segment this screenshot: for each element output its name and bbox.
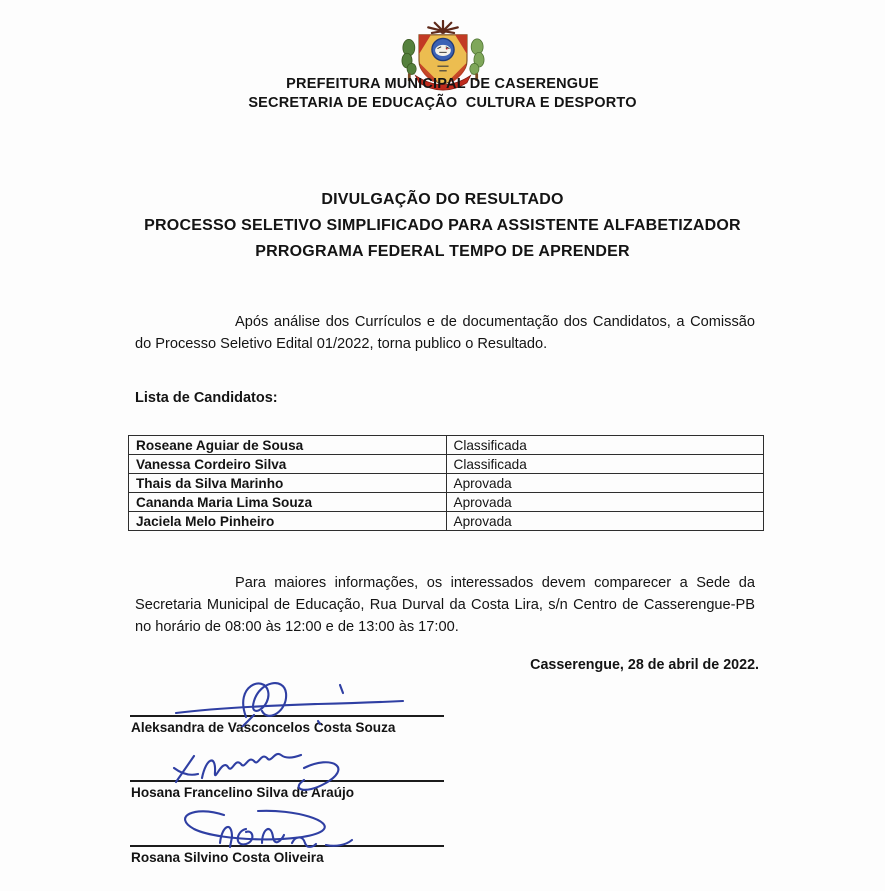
table-row xyxy=(129,436,764,455)
signature-ink-icon xyxy=(168,671,418,727)
table-row xyxy=(129,455,764,474)
title-line-3: PRROGRAMA FEDERAL TEMPO DE APRENDER xyxy=(255,243,630,261)
candidate-status: Aprovada xyxy=(446,512,764,531)
header-logo-area xyxy=(0,0,885,72)
candidate-name: Cananda Maria Lima Souza xyxy=(129,493,447,512)
table-row xyxy=(129,493,764,512)
candidate-name: Thais da Silva Marinho xyxy=(129,474,447,493)
signature-area xyxy=(0,679,885,874)
candidates-list-label: Lista de Candidatos: xyxy=(135,390,278,407)
org-name: PREFEITURA MUNICIPAL DE CASERENGUE xyxy=(286,76,599,92)
signatory-name: Hosana Francelino Silva de Araújo xyxy=(131,785,355,801)
signatory-name: Rosana Silvino Costa Oliveira xyxy=(131,850,324,866)
candidate-name: Vanessa Cordeiro Silva xyxy=(129,455,447,474)
signature-block xyxy=(130,744,444,809)
date-line: Casserengue, 28 de abril de 2022. xyxy=(530,657,759,674)
table-row xyxy=(129,474,764,493)
title-line-1: DIVULGAÇÃO DO RESULTADO xyxy=(321,191,564,209)
candidate-name: Jaciela Melo Pinheiro xyxy=(129,512,447,531)
signature-block xyxy=(130,809,444,874)
info-paragraph: Para maiores informações, os interessados devem comparecer a Sede da Secretaria Municipal de Educação, Rua Durval da Costa Lira, s/n Centro de Casserengue-PB no horário de 08:00 às 12:00 e de 13:00 às 17:00. xyxy=(135,575,755,636)
org-department: SECRETARIA DE EDUCAÇÃO CULTURA E DESPORTO xyxy=(248,95,637,112)
signature-ink-icon xyxy=(154,803,384,857)
intro-paragraph: Após análise dos Currículos e de documentação dos Candidatos, a Comissão do Processo Seletivo Edital 01/2022, torna publico o Resultado. xyxy=(135,314,755,353)
candidate-status: Aprovada xyxy=(446,493,764,512)
candidates-table xyxy=(128,435,764,531)
header-org-lines xyxy=(0,75,885,113)
table-row xyxy=(129,512,764,531)
candidate-status: Aprovada xyxy=(446,474,764,493)
title-line-2: PROCESSO SELETIVO SIMPLIFICADO PARA ASSISTENTE ALFABETIZADOR xyxy=(144,217,741,235)
document-title xyxy=(0,187,885,265)
signature-ink-icon xyxy=(164,744,394,794)
candidate-name: Roseane Aguiar de Sousa xyxy=(129,436,447,455)
candidate-status: Classificada xyxy=(446,455,764,474)
signatory-name: Aleksandra de Vasconcelos Costa Souza xyxy=(131,720,396,736)
signature-block xyxy=(130,679,444,744)
candidate-status: Classificada xyxy=(446,436,764,455)
